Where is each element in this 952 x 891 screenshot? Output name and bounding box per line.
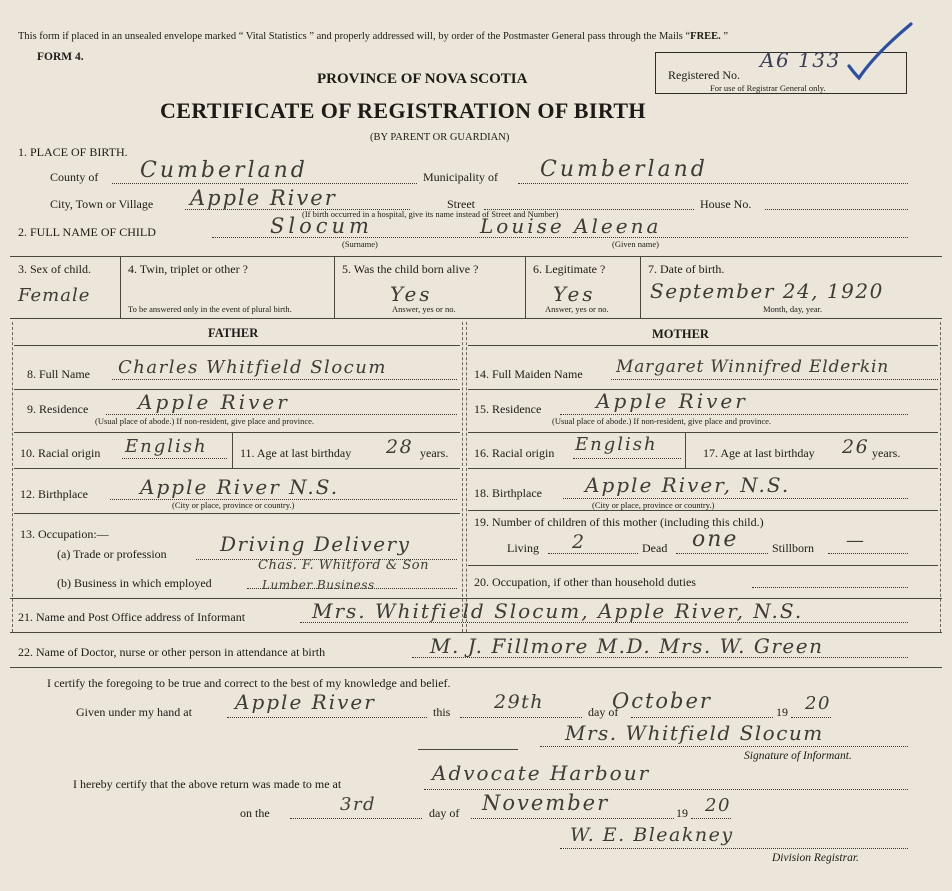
registrar-year-value: 20 — [705, 795, 731, 816]
form-number: FORM 4. — [37, 51, 84, 63]
given-day-label: day of — [588, 705, 619, 719]
municipality-label: Municipality of — [423, 170, 498, 184]
registered-label: Registered No. — [668, 68, 740, 82]
mother-age-value: 26 — [842, 436, 870, 458]
sex-value: Female — [18, 285, 91, 306]
given-month-value: October — [612, 689, 712, 713]
given-name-note: (Given name) — [612, 239, 659, 249]
mother-racial-label: 16. Racial origin — [474, 446, 555, 460]
father-age-value: 28 — [386, 436, 414, 458]
informant-signature: Mrs. Whitfield Slocum — [565, 721, 824, 745]
mother-age-unit: years. — [872, 446, 901, 460]
father-occupation-label: 13. Occupation:— — [20, 527, 109, 541]
registrar-year-prefix: 19 — [676, 806, 688, 820]
city-label: City, Town or Village — [50, 197, 154, 211]
father-business-value-2: Lumber Business — [262, 578, 375, 592]
registrar-note: For use of Registrar General only. — [710, 83, 826, 93]
surname-note: (Surname) — [342, 239, 378, 249]
registrar-day-value: 3rd — [340, 794, 377, 815]
legitimate-label: 6. Legitimate ? — [533, 262, 606, 276]
dead-label: Dead — [642, 541, 668, 555]
father-birthplace-label: 12. Birthplace — [20, 487, 88, 501]
child-surname: Slocum — [270, 214, 373, 238]
signature-label: Signature of Informant. — [744, 750, 852, 762]
alive-label: 5. Was the child born alive ? — [342, 262, 479, 276]
mother-name-label: 14. Full Maiden Name — [474, 367, 583, 381]
street-label: Street — [447, 197, 475, 211]
doctor-label: 22. Name of Doctor, nurse or other person in attendance at birth — [18, 645, 326, 659]
birth-date-label: 7. Date of birth. — [648, 262, 725, 276]
house-label: House No. — [700, 197, 752, 211]
father-business-label: (b) Business in which employed — [57, 576, 212, 590]
mother-residence-value: Apple River — [596, 389, 748, 413]
father-birthplace-value: Apple River N.S. — [140, 475, 340, 499]
mother-age-label: 17. Age at last birthday — [703, 446, 815, 460]
this-label: this — [433, 705, 451, 719]
father-racial-value: English — [125, 436, 208, 457]
mother-name-value: Margaret Winnifred Elderkin — [616, 357, 890, 377]
city-value: Apple River — [190, 186, 337, 210]
hospital-note: (If birth occurred in a hospital, give its name instead of Street and Number) — [302, 209, 559, 219]
registrar-day-label: day of — [429, 806, 460, 820]
free-label: FREE. — [690, 31, 721, 42]
informant-label: 21. Name and Post Office address of Informant — [18, 610, 246, 624]
county-label: County of — [50, 170, 99, 184]
legitimate-note: Answer, yes or no. — [545, 304, 609, 314]
given-year-prefix: 19 — [776, 705, 788, 719]
registrar-month-value: November — [482, 791, 610, 815]
child-given-names: Louise Aleena — [480, 214, 662, 238]
given-year-value: 20 — [805, 693, 831, 714]
informant-value: Mrs. Whitfield Slocum, Apple River, N.S. — [312, 599, 804, 623]
mother-heading: MOTHER — [652, 327, 709, 341]
registrar-place-value: Advocate Harbour — [432, 761, 651, 785]
father-age-unit: years. — [420, 446, 449, 460]
registered-number: A6 133 — [760, 48, 841, 72]
father-trade-label: (a) Trade or profession — [57, 547, 167, 561]
father-name-value: Charles Whitfield Slocum — [118, 357, 387, 378]
postal-notice: This form if placed in an unsealed envelope marked “ Vital Statistics ” and properly addressed will, by order of the Postmaster General pass through the Mails “FREE. ” — [18, 31, 729, 42]
dead-value: one — [692, 527, 739, 552]
mother-occupation-label: 20. Occupation, if other than household duties — [474, 575, 696, 589]
birth-date-value: September 24, 1920 — [650, 279, 884, 303]
page-subtitle: (BY PARENT OR GUARDIAN) — [370, 132, 510, 143]
province-heading: PROVINCE OF NOVA SCOTIA — [317, 71, 528, 87]
birth-date-note: Month, day, year. — [763, 304, 823, 314]
certify-text: I certify the foregoing to be true and correct to the best of my knowledge and belief. — [47, 676, 451, 690]
registrar-signature-label: Division Registrar. — [772, 852, 859, 864]
registrar-on-label: on the — [240, 806, 270, 820]
father-name-label: 8. Full Name — [27, 367, 90, 381]
father-residence-note: (Usual place of abode.) If non-resident, give place and province. — [95, 416, 315, 426]
father-birthplace-note: (City or place, province or country.) — [172, 500, 295, 510]
given-place-value: Apple River — [235, 690, 376, 714]
living-label: Living — [507, 541, 539, 555]
county-value: Cumberland — [140, 158, 308, 183]
registrar-text: I hereby certify that the above return was made to me at — [73, 777, 342, 791]
alive-note: Answer, yes or no. — [392, 304, 456, 314]
given-day-value: 29th — [494, 691, 545, 713]
mother-birthplace-note: (City or place, province or country.) — [592, 500, 715, 510]
place-of-birth-heading: 1. PLACE OF BIRTH. — [18, 145, 128, 159]
mother-birthplace-label: 18. Birthplace — [474, 486, 542, 500]
twin-label: 4. Twin, triplet or other ? — [128, 262, 248, 276]
given-label: Given under my hand at — [76, 705, 192, 719]
father-business-value-1: Chas. F. Whitford & Son — [258, 558, 429, 573]
alive-value: Yes — [390, 282, 433, 306]
mother-residence-note: (Usual place of abode.) If non-resident, give place and province. — [552, 416, 772, 426]
father-racial-label: 10. Racial origin — [20, 446, 101, 460]
child-name-label: 2. FULL NAME OF CHILD — [18, 225, 156, 239]
father-residence-label: 9. Residence — [27, 402, 89, 416]
twin-note: To be answered only in the event of plural birth. — [128, 304, 292, 314]
father-trade-value: Driving Delivery — [220, 532, 411, 556]
stillborn-label: Stillborn — [772, 541, 815, 555]
father-heading: FATHER — [208, 326, 259, 340]
sex-label: 3. Sex of child. — [18, 262, 91, 276]
page-title: CERTIFICATE OF REGISTRATION OF BIRTH — [160, 98, 646, 123]
doctor-value: M. J. Fillmore M.D. Mrs. W. Green — [430, 634, 824, 658]
mother-racial-value: English — [575, 434, 658, 455]
stillborn-value: — — [846, 530, 866, 551]
mother-birthplace-value: Apple River, N.S. — [585, 473, 791, 497]
father-residence-value: Apple River — [138, 390, 290, 414]
checkmark-icon — [845, 20, 915, 82]
registrar-signature: W. E. Bleakney — [570, 824, 734, 846]
mother-residence-label: 15. Residence — [474, 402, 542, 416]
father-age-label: 11. Age at last birthday — [240, 446, 352, 460]
living-value: 2 — [572, 531, 586, 553]
municipality-value: Cumberland — [540, 157, 708, 182]
mother-children-label: 19. Number of children of this mother (including this child.) — [474, 515, 764, 529]
legitimate-value: Yes — [553, 282, 596, 306]
